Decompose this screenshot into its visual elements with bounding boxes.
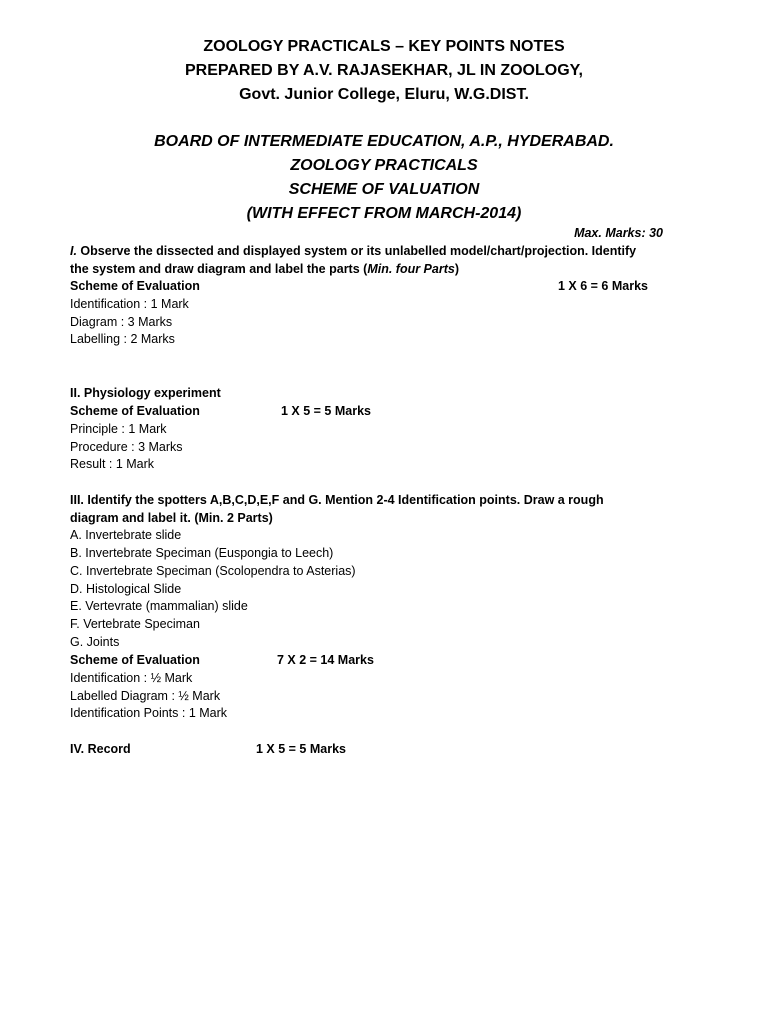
- section-2-scheme: Scheme of Evaluation: [70, 404, 200, 418]
- board-line-2: ZOOLOGY PRACTICALS: [290, 157, 478, 174]
- section-2-title: II. Physiology experiment: [70, 386, 221, 400]
- section-1-marks: 1 X 6 = 6 Marks: [558, 279, 648, 293]
- section-2-marks: 1 X 5 = 5 Marks: [281, 404, 371, 418]
- spotter-item: C. Invertebrate Speciman (Scolopendra to Asterias): [70, 564, 356, 578]
- section-3-item: Labelled Diagram : ½ Mark: [70, 689, 221, 703]
- section-1-number: I.: [70, 244, 77, 258]
- section-3-question-line-1: III. Identify the spotters A,B,C,D,E,F and G. Mention 2-4 Identification points. Draw a rough: [70, 493, 604, 507]
- section-4-title: IV. Record: [70, 742, 131, 756]
- section-1-question-c: Min. four Parts: [367, 262, 455, 276]
- max-marks: Max. Marks: 30: [574, 226, 663, 240]
- spotter-item: A. Invertebrate slide: [70, 528, 182, 542]
- board-line-1: BOARD OF INTERMEDIATE EDUCATION, A.P., HYDERABAD.: [154, 133, 614, 150]
- section-1-question-line-1: [70, 244, 636, 258]
- board-line-4: (WITH EFFECT FROM MARCH-2014): [246, 205, 522, 222]
- section-1-item: Identification : 1 Mark: [70, 297, 189, 311]
- spotter-item: B. Invertebrate Speciman (Euspongia to Leech): [70, 546, 334, 560]
- section-3-question-line-2: diagram and label it. (Min. 2 Parts): [70, 511, 273, 525]
- section-1-item: Diagram : 3 Marks: [70, 315, 173, 329]
- section-2-item: Procedure : 3 Marks: [70, 440, 183, 454]
- spotter-item: D. Histological Slide: [70, 582, 182, 596]
- section-1-question-b: the system and draw diagram and label the parts (: [70, 262, 368, 276]
- section-4-marks: 1 X 5 = 5 Marks: [256, 742, 346, 756]
- section-1-question-d: ): [454, 262, 459, 276]
- section-1-scheme: Scheme of Evaluation: [70, 279, 200, 293]
- section-2-item: Result : 1 Mark: [70, 457, 155, 471]
- spotter-item: E. Vertevrate (mammalian) slide: [70, 599, 248, 613]
- section-1-question-line-2: [70, 262, 459, 276]
- header-line-2: PREPARED BY A.V. RAJASEKHAR, JL IN ZOOLOGY,: [184, 62, 583, 79]
- section-1-item: Labelling : 2 Marks: [70, 332, 175, 346]
- section-3-item: Identification Points : 1 Mark: [70, 706, 228, 720]
- section-2-item: Principle : 1 Mark: [70, 422, 167, 436]
- header-line-1: ZOOLOGY PRACTICALS – KEY POINTS NOTES: [203, 38, 565, 55]
- section-3-scheme: Scheme of Evaluation: [70, 653, 200, 667]
- spotter-item: G. Joints: [70, 635, 120, 649]
- header-line-3: Govt. Junior College, Eluru, W.G.DIST.: [239, 86, 529, 103]
- section-3-item: Identification : ½ Mark: [70, 671, 193, 685]
- spotter-item: F. Vertebrate Speciman: [70, 617, 200, 631]
- board-line-3: SCHEME OF VALUATION: [288, 181, 480, 198]
- section-1-question-a: Observe the dissected and displayed system or its unlabelled model/chart/projection. Identify: [76, 244, 637, 258]
- section-3-marks: 7 X 2 = 14 Marks: [277, 653, 374, 667]
